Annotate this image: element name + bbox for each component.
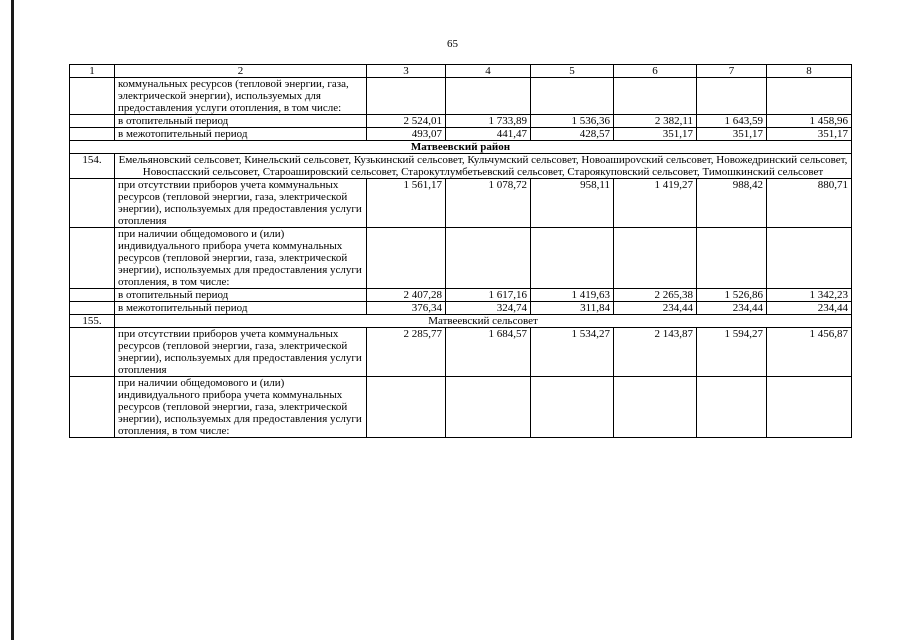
value-cell: 324,74 bbox=[446, 302, 531, 315]
value-cell: 351,17 bbox=[697, 128, 767, 141]
row-number bbox=[70, 228, 115, 289]
scan-edge-bar bbox=[11, 0, 14, 640]
row-number bbox=[70, 78, 115, 115]
header-row bbox=[70, 65, 852, 78]
value-cell: 1 733,89 bbox=[446, 115, 531, 128]
row-number: 154. bbox=[70, 154, 115, 179]
area-title: Емельяновский сельсовет, Кинельский сельсовет, Кузькинский сельсовет, Кульчумский сельсовет, Новоаширovский сельсовет, Новожедринский сельсовет, Новоспасский сельсовет, Староашировский сельсовет, Старокутлумбетьевский сельсовет, Староякуповский сельсовет, Тимошкинский сельсовет bbox=[115, 154, 852, 179]
value-cell: 1 561,17 bbox=[367, 179, 446, 228]
district-title: Матвеевский район bbox=[70, 141, 852, 154]
value-cell bbox=[367, 228, 446, 289]
table-row bbox=[70, 78, 852, 115]
value-cell: 1 456,87 bbox=[767, 328, 852, 377]
row-label: коммунальных ресурсов (тепловой энергии, газа, электрической энергии), используемых для предоставления услуги отопления, в том числе: bbox=[115, 78, 367, 115]
value-cell bbox=[446, 377, 531, 438]
value-cell: 351,17 bbox=[614, 128, 697, 141]
row-label: в межотопительный период bbox=[115, 128, 367, 141]
district-row bbox=[70, 141, 852, 154]
value-cell bbox=[767, 78, 852, 115]
value-cell: 2 382,11 bbox=[614, 115, 697, 128]
value-cell: 1 536,36 bbox=[531, 115, 614, 128]
value-cell: 234,44 bbox=[767, 302, 852, 315]
row-label: в отопительный период bbox=[115, 289, 367, 302]
table-row bbox=[70, 115, 852, 128]
col-header: 1 bbox=[70, 65, 115, 78]
value-cell bbox=[446, 78, 531, 115]
row-label: в отопительный период bbox=[115, 115, 367, 128]
col-header: 5 bbox=[531, 65, 614, 78]
table-row bbox=[70, 328, 852, 377]
value-cell: 1 342,23 bbox=[767, 289, 852, 302]
table-row bbox=[70, 228, 852, 289]
col-header: 8 bbox=[767, 65, 852, 78]
row-number bbox=[70, 289, 115, 302]
value-cell: 493,07 bbox=[367, 128, 446, 141]
value-cell: 2 285,77 bbox=[367, 328, 446, 377]
value-cell: 1 684,57 bbox=[446, 328, 531, 377]
value-cell: 2 265,38 bbox=[614, 289, 697, 302]
value-cell bbox=[614, 228, 697, 289]
value-cell: 2 143,87 bbox=[614, 328, 697, 377]
row-number bbox=[70, 179, 115, 228]
page-number: 65 bbox=[447, 38, 458, 50]
value-cell bbox=[367, 78, 446, 115]
value-cell bbox=[767, 377, 852, 438]
value-cell: 1 617,16 bbox=[446, 289, 531, 302]
area-row bbox=[70, 315, 852, 328]
value-cell: 1 594,27 bbox=[697, 328, 767, 377]
row-number bbox=[70, 302, 115, 315]
col-header: 7 bbox=[697, 65, 767, 78]
row-number bbox=[70, 377, 115, 438]
row-number bbox=[70, 328, 115, 377]
value-cell bbox=[614, 78, 697, 115]
value-cell bbox=[531, 78, 614, 115]
value-cell: 351,17 bbox=[767, 128, 852, 141]
value-cell: 234,44 bbox=[697, 302, 767, 315]
value-cell bbox=[767, 228, 852, 289]
value-cell: 1 534,27 bbox=[531, 328, 614, 377]
area-row bbox=[70, 154, 852, 179]
value-cell: 988,42 bbox=[697, 179, 767, 228]
value-cell bbox=[531, 377, 614, 438]
value-cell bbox=[531, 228, 614, 289]
value-cell: 880,71 bbox=[767, 179, 852, 228]
value-cell: 376,34 bbox=[367, 302, 446, 315]
row-label: в межотопительный период bbox=[115, 302, 367, 315]
row-label: при наличии общедомового и (или) индивидуального прибора учета коммунальных ресурсов (тепловой энергии, газа, электрической энергии), используемых для предоставления услуги отопления, в том числе: bbox=[115, 377, 367, 438]
row-number bbox=[70, 115, 115, 128]
col-header: 2 bbox=[115, 65, 367, 78]
value-cell: 958,11 bbox=[531, 179, 614, 228]
value-cell: 2 407,28 bbox=[367, 289, 446, 302]
row-label: при отсутствии приборов учета коммунальных ресурсов (тепловой энергии, газа, электрической энергии), используемых для предоставления услуги отопления bbox=[115, 328, 367, 377]
value-cell bbox=[697, 377, 767, 438]
table-row bbox=[70, 179, 852, 228]
value-cell bbox=[697, 78, 767, 115]
value-cell bbox=[367, 377, 446, 438]
value-cell bbox=[614, 377, 697, 438]
row-label: при наличии общедомового и (или) индивидуального прибора учета коммунальных ресурсов (тепловой энергии, газа, электрической энергии), используемых для предоставления услуги отопления, в том числе: bbox=[115, 228, 367, 289]
value-cell: 428,57 bbox=[531, 128, 614, 141]
value-cell: 1 078,72 bbox=[446, 179, 531, 228]
value-cell bbox=[446, 228, 531, 289]
area-title: Матвеевский сельсовет bbox=[115, 315, 852, 328]
value-cell: 1 419,63 bbox=[531, 289, 614, 302]
table-row bbox=[70, 377, 852, 438]
value-cell: 1 643,59 bbox=[697, 115, 767, 128]
value-cell: 2 524,01 bbox=[367, 115, 446, 128]
col-header: 3 bbox=[367, 65, 446, 78]
value-cell bbox=[697, 228, 767, 289]
row-label: при отсутствии приборов учета коммунальных ресурсов (тепловой энергии, газа, электрической энергии), используемых для предоставления услуги отопления bbox=[115, 179, 367, 228]
value-cell: 1 526,86 bbox=[697, 289, 767, 302]
tariff-table bbox=[69, 64, 852, 438]
table-row bbox=[70, 128, 852, 141]
value-cell: 311,84 bbox=[531, 302, 614, 315]
value-cell: 441,47 bbox=[446, 128, 531, 141]
col-header: 4 bbox=[446, 65, 531, 78]
value-cell: 1 419,27 bbox=[614, 179, 697, 228]
value-cell: 234,44 bbox=[614, 302, 697, 315]
row-number bbox=[70, 128, 115, 141]
table-row bbox=[70, 302, 852, 315]
col-header: 6 bbox=[614, 65, 697, 78]
table-row bbox=[70, 289, 852, 302]
value-cell: 1 458,96 bbox=[767, 115, 852, 128]
row-number: 155. bbox=[70, 315, 115, 328]
